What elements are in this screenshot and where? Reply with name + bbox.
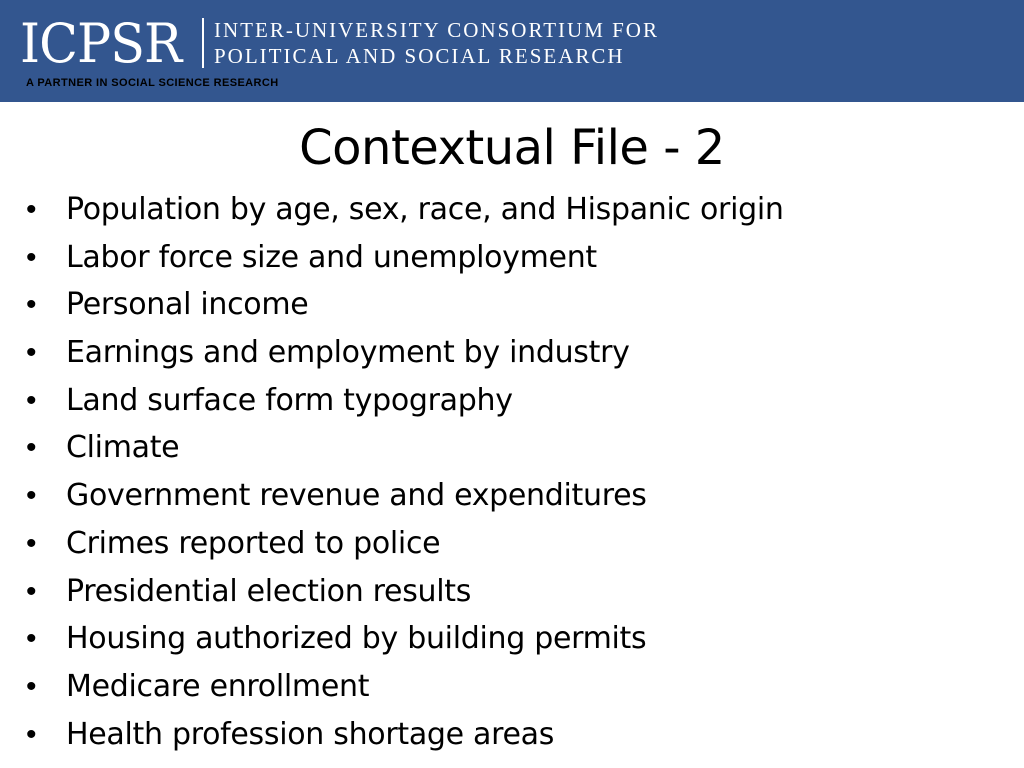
bullet-item [26, 186, 784, 234]
bullet-icon: • [26, 336, 37, 370]
bullet-icon: • [26, 622, 37, 656]
bullet-text: Population by age, sex, race, and Hispanic origin [66, 192, 784, 227]
header-banner [0, 0, 1024, 102]
bullet-text: Land surface form typography [66, 382, 513, 418]
bullet-item [26, 568, 784, 616]
bullet-item [26, 520, 784, 568]
slide-title: Contextual File - 2 [299, 120, 725, 176]
bullet-text: Earnings and employment by industry [66, 335, 630, 371]
bullet-icon: • [26, 574, 37, 608]
bullet-text: Presidential election results [66, 573, 472, 609]
bullet-icon: • [26, 288, 37, 322]
bullet-icon: • [26, 479, 37, 513]
bullet-item [26, 281, 784, 329]
icpsr-logo: ICPSR [20, 12, 182, 75]
bullet-item [26, 234, 784, 282]
bullet-item [26, 711, 784, 759]
bullet-icon: • [26, 526, 37, 560]
bullet-item [26, 663, 784, 711]
bullet-list [26, 186, 784, 758]
tagline: A PARTNER IN SOCIAL SCIENCE RESEARCH [26, 77, 279, 89]
bullet-icon: • [26, 383, 37, 417]
logo-divider [202, 18, 204, 68]
bullet-text: Crimes reported to police [66, 525, 441, 561]
bullet-icon: • [26, 193, 37, 226]
organization-name [214, 17, 659, 69]
bullet-item [26, 377, 784, 425]
bullet-text: Medicare enrollment [66, 668, 370, 704]
bullet-item [26, 424, 784, 472]
bullet-icon: • [26, 669, 37, 703]
bullet-icon: • [26, 240, 37, 274]
bullet-text: Health profession shortage areas [66, 716, 555, 752]
bullet-item [26, 329, 784, 377]
bullet-icon: • [26, 431, 37, 465]
bullet-text: Housing authorized by building permits [66, 621, 647, 657]
organization-name-line-2: POLITICAL AND SOCIAL RESEARCH [214, 44, 625, 68]
bullet-item [26, 472, 784, 520]
bullet-text: Personal income [66, 287, 309, 323]
bullet-text: Government revenue and expenditures [66, 478, 647, 514]
bullet-item [26, 615, 784, 663]
organization-name-line-1: INTER-UNIVERSITY CONSORTIUM FOR [214, 18, 659, 42]
bullet-text: Labor force size and unemployment [66, 239, 597, 275]
bullet-text: Climate [66, 430, 180, 466]
bullet-icon: • [26, 717, 37, 751]
